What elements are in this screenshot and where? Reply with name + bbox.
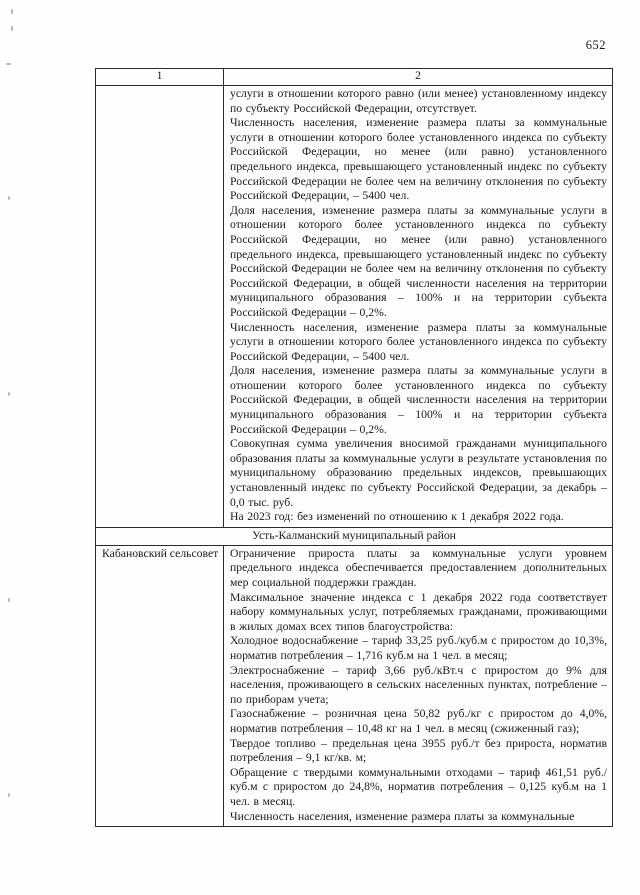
header-cell-col1: 1 [96,69,224,86]
table-section-row [96,527,613,545]
paragraph: Максимальное значение индекса с 1 декабря 2022 года соответствует набору коммунальных услуг, потребляемых гражданами, проживающими в жилых домах всех типов благоустройства: [230,590,607,633]
table-row-municipality [96,545,613,826]
table-header-row [96,69,613,86]
scan-artifact [11,9,13,14]
paragraph: Доля населения, изменение размера платы за коммунальные услуги в отношении которого более установленного индекса по субъекту Российской Федерации, в общей численности населения на территории муниципального образования – 100% и на территории субъекта Российской Федерации – 0,2%. [230,364,607,436]
cell-municipality-name: Кабановский сельсовет [96,545,224,826]
document-table [95,68,613,827]
paragraph: Совокупная сумма увеличения вносимой гражданами муниципального образования платы за коммунальные услуги в результате установления по муниципальному образованию предельных индексов, превышающих установленный индекс по субъекту Российской Федерации, за декабрь – 0,0 тыс. руб. [230,437,607,509]
paragraph: Обращение с твердыми коммунальными отходами – тариф 461,51 руб./куб.м с приростом до 24,8%, норматив потребления – 0,125 куб.м на 1 чел. в месяц. [230,765,607,808]
page-number: 652 [585,38,606,52]
cell-municipality-empty [96,86,224,528]
scan-artifact [8,598,10,602]
paragraph: Электроснабжение – тариф 3,66 руб./кВт.ч с приростом до 9% для населения, проживающего в сельских населенных пунктах, потребление – по приборам учета; [230,663,607,706]
paragraph: Ограничение прироста платы за коммунальные услуги уровнем предельного индекса обеспечивается предоставлением дополнительных мер социальной поддержки граждан. [230,546,607,589]
scan-artifact [8,793,10,797]
scan-artifact [11,26,13,31]
table-row-continuation [96,86,613,528]
cell-description-municipality [224,545,613,826]
scan-artifact [8,196,10,200]
paragraph: услуги в отношении которого равно (или менее) установленному индексу по субъекту Российской Федерации, отсутствует. [230,87,607,115]
scan-artifact [8,392,10,396]
paragraph: Твердое топливо – предельная цена 3955 руб./т без прироста, норматив потребления – 9,1 кг/кв. м; [230,736,607,765]
cell-description-continuation [224,86,613,528]
paragraph: Холодное водоснабжение – тариф 33,25 руб./куб.м с приростом до 10,3%, норматив потребления – 1,716 куб.м на 1 чел. в месяц; [230,634,607,662]
paragraph: На 2023 год: без изменений по отношению к 1 декабря 2022 года. [230,510,564,524]
header-cell-col2: 2 [224,69,613,86]
paragraph: Численность населения, изменение размера платы за коммунальные услуги в отношении которого более установленного индекса по субъекту Российской Федерации, но менее (или равно) установленного предельного индекса, превышающего установленный индекс по субъекту Российской Федерации не более чем на величину отклонения по субъекту Российской Федерации, – 5400 чел. [230,116,607,203]
scan-artifact [6,63,11,65]
paragraph: Газоснабжение – розничная цена 50,82 руб./кг с приростом до 4,0%, норматив потребления – 10,48 кг на 1 чел. в месяц (сжиженный газ); [230,707,607,735]
paragraph: Доля населения, изменение размера платы за коммунальные услуги в отношении которого более установленного индекса по субъекту Российской Федерации, но менее (или равно) установленного предельного индекса, превышающего установленный индекс по субъекту Российской Федерации не более чем на величину отклонения по субъекту Российской Федерации, в общей численности населения на территории муниципального образования – 100% и на территории субъекта Российской Федерации – 0,2%. [230,203,607,319]
paragraph: Численность населения, изменение размера платы за коммунальные услуги в отношении которого более установленного индекса по субъекту Российской Федерации, – 5400 чел. [230,320,607,363]
paragraph: Численность населения, изменение размера платы за коммунальные [230,809,575,823]
section-title-district: Усть-Калманский муниципальный район [96,527,613,545]
